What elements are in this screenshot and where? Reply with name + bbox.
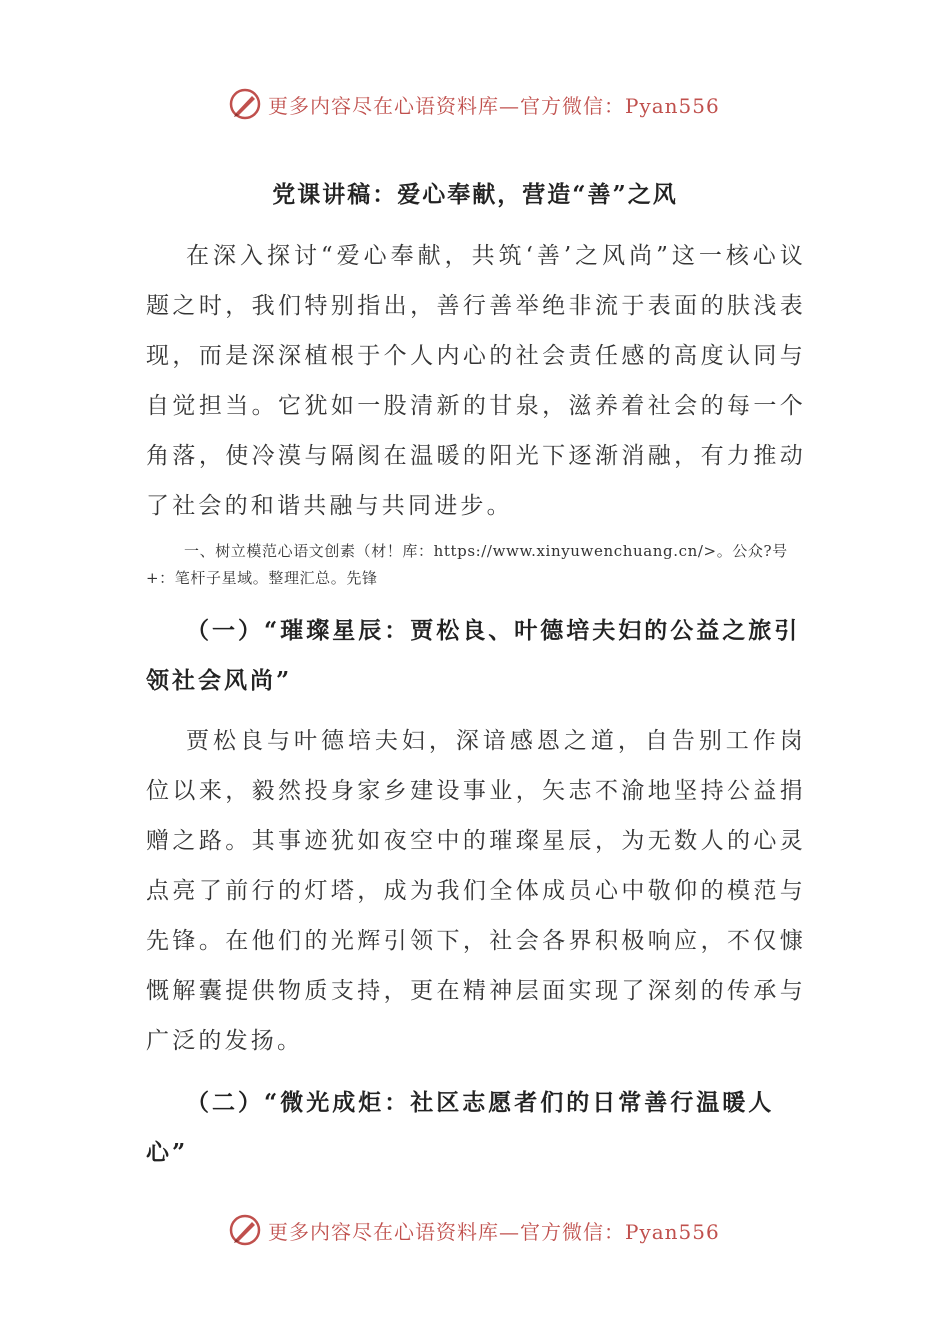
intro-paragraph: 在深入探讨“爱心奉献，共筑‘善’之风尚”这一核心议题之时，我们特别指出，善行善举绝非流于表面的肤浅表现，而是深深植根于个人内心的社会责任感的高度认同与自觉担当。它犹如一股清新的甘泉，滋养着社会的每一个角落，使冷漠与隔阂在温暖的阳光下逐渐消融，有力推动了社会的和谐共融与共同进步。: [146, 243, 806, 519]
section-heading-1: （一）“璀璨星辰：贾松良、叶德培夫妇的公益之旅引领社会风尚”: [146, 617, 801, 694]
pen-logo-icon: [228, 87, 262, 121]
section1-paragraph: 贾松良与叶德培夫妇，深谙感恩之道，自告别工作岗位以来，毅然投身家乡建设事业，矢志不渝地坚持公益捐赠之路。其事迹犹如夜空中的璀璨星辰，为无数人的心灵点亮了前行的灯塔，成为我们全体成员心中敬仰的模范与先锋。在他们的光辉引领下，社会各界积极响应，不仅慷慨解囊提供物质支持，更在精神层面实现了深刻的传承与广泛的发扬。: [146, 728, 806, 1054]
banner-wechat: 官方微信：Pyan556: [520, 93, 720, 118]
banner-wechat: 官方微信：Pyan556: [520, 1219, 720, 1244]
section-heading-2: （二）“微光成炬：社区志愿者们的日常善行温暖人心”: [146, 1089, 775, 1166]
pen-logo-icon: [228, 1213, 262, 1247]
banner-text: [268, 1216, 720, 1245]
banner-brand: 更多内容尽在心语资料库: [268, 1219, 499, 1244]
banner-brand: 更多内容尽在心语资料库: [268, 93, 499, 118]
source-note: 一、树立模范心语文创素（材！库：https://www.xinyuwenchuang.cn/>。公众?号+：笔杆子星域。整理汇总。先锋: [146, 542, 788, 587]
page-title: 党课讲稿：爱心奉献，营造“善”之风: [272, 181, 678, 208]
banner-separator: —: [499, 1219, 520, 1244]
footer-banner: [228, 1210, 748, 1250]
banner-text: [268, 90, 720, 119]
header-banner: [228, 84, 748, 124]
banner-separator: —: [499, 93, 520, 118]
